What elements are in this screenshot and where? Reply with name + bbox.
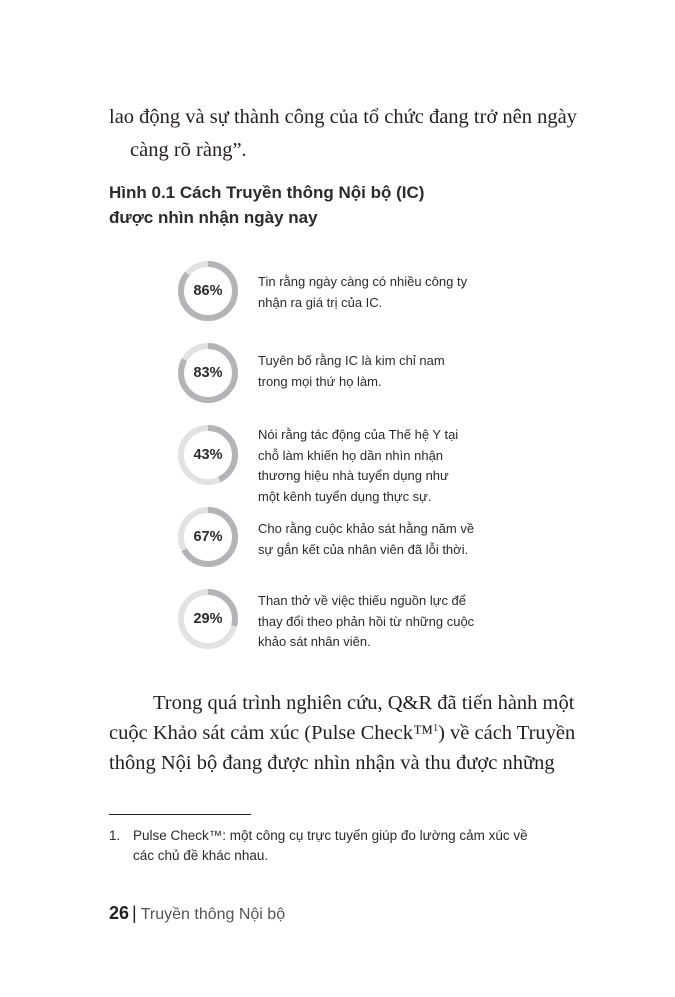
- footnote-text: [133, 826, 579, 866]
- stat-description-line: nhận ra giá trị của IC.: [258, 294, 383, 310]
- stat-description-line: sự gắn kết của nhân viên đã lỗi thời.: [258, 541, 469, 557]
- stat-description-line: Tin rằng ngày càng có nhiều công ty: [258, 274, 468, 289]
- stat-description: [258, 425, 508, 507]
- stat-description-line: một kênh tuyển dụng thực sự.: [258, 488, 432, 504]
- page-footer: [109, 901, 285, 927]
- figure-title: [109, 180, 424, 230]
- body-line-3: thông Nội bộ đang được nhìn nhận và thu được những: [109, 752, 555, 774]
- percent-ring: [176, 587, 240, 651]
- figure-title-line-1: Hình 0.1 Cách Truyền thông Nội bộ (IC): [109, 183, 425, 202]
- percent-ring: [176, 259, 240, 323]
- footnote: [109, 826, 579, 866]
- stat-item: [176, 423, 516, 504]
- percent-value: 86%: [193, 283, 223, 299]
- intro-line-1: lao động và sự thành công của tổ chức đang trở nên ngày: [109, 106, 577, 128]
- percent-value: 43%: [193, 447, 223, 463]
- stat-description-line: Nói rằng tác động của Thế hệ Y tại: [258, 427, 459, 442]
- body-line-2-b: ) về cách Truyền: [438, 722, 576, 744]
- stat-description-line: chỗ làm khiến họ dần nhìn nhận: [258, 447, 444, 463]
- body-line-1: Trong quá trình nghiên cứu, Q&R đã tiến hành một: [153, 692, 575, 714]
- stat-description-line: Cho rằng cuộc khảo sát hằng năm về: [258, 521, 475, 536]
- percent-value: 83%: [193, 365, 223, 381]
- stat-item: [176, 259, 516, 329]
- running-title: Truyền thông Nội bộ: [140, 906, 286, 923]
- stat-description: [258, 272, 508, 313]
- intro-line-2: càng rõ ràng”.: [130, 139, 247, 161]
- footnote-divider: [109, 814, 251, 815]
- percent-ring: [176, 505, 240, 569]
- body-paragraph: [109, 688, 574, 778]
- footnote-reference: 1: [433, 723, 439, 735]
- body-line-2: [109, 718, 574, 748]
- stat-item: [176, 505, 516, 575]
- percent-value: 29%: [193, 611, 223, 627]
- percent-ring: [176, 423, 240, 487]
- percent-ring: [176, 341, 240, 405]
- stat-item: [176, 587, 516, 657]
- stat-description-line: Tuyên bố rằng IC là kim chỉ nam: [258, 353, 445, 368]
- page-number: 26: [109, 903, 130, 923]
- stat-description-line: khảo sát nhân viên.: [258, 634, 371, 649]
- figure-title-line-2: được nhìn nhận ngày nay: [109, 208, 318, 227]
- stat-description-line: trong mọi thứ họ làm.: [258, 373, 382, 389]
- footnote-line-2: các chủ đề khác nhau.: [133, 848, 269, 863]
- stat-item: [176, 341, 516, 411]
- footnote-line-1: Pulse Check™: một công cụ trực tuyến giúp đo lường cảm xúc về: [133, 828, 528, 843]
- stat-description: [258, 519, 508, 560]
- stat-description: [258, 591, 508, 653]
- stat-description-line: Than thở về việc thiếu nguồn lực để: [258, 593, 467, 608]
- footer-separator: |: [132, 903, 137, 923]
- percent-value: 67%: [193, 529, 223, 545]
- intro-paragraph: [109, 101, 579, 167]
- footnote-number: 1.: [109, 828, 121, 843]
- stat-description-line: thay đổi theo phản hồi từ những cuộc: [258, 613, 475, 629]
- stat-description-line: thương hiệu nhà tuyển dụng như: [258, 468, 449, 483]
- body-line-2-a: cuộc Khảo sát cảm xúc (Pulse Check™: [109, 722, 434, 744]
- stat-description: [258, 351, 508, 392]
